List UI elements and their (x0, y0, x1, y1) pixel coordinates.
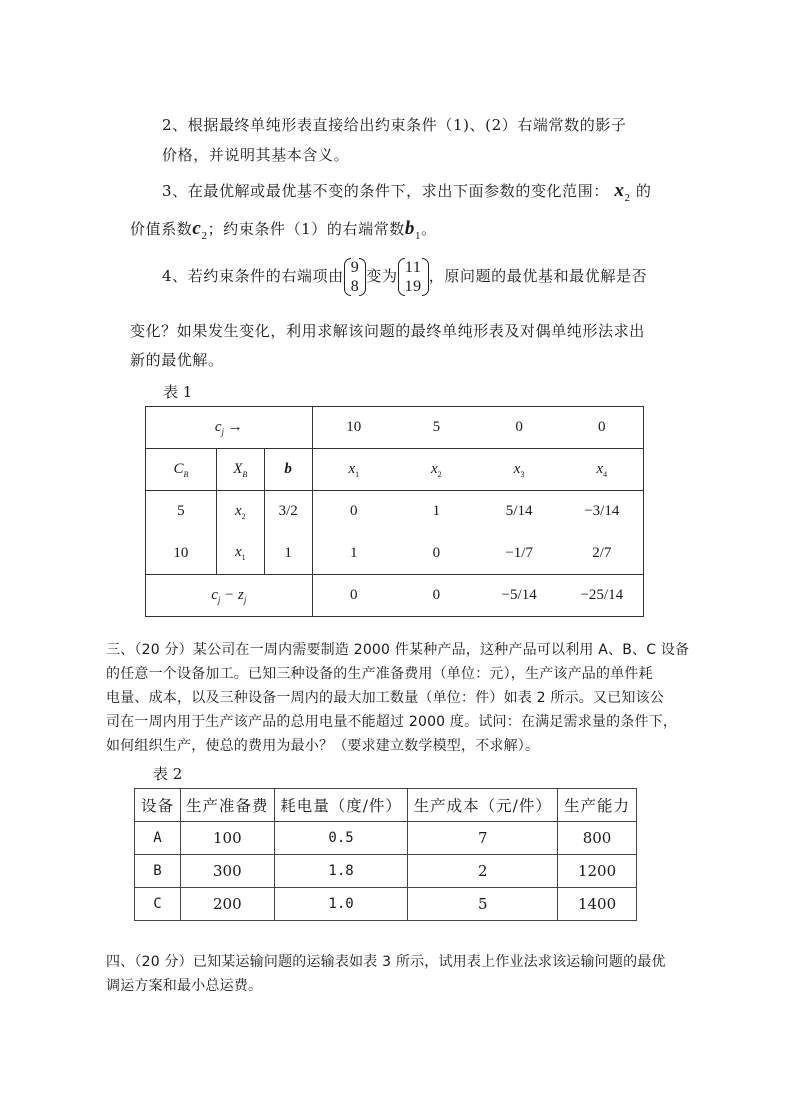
problem4-text: 四、（20 分）已知某运输问题的运输表如表 3 所示，试用表上作业法求该运输问题的最优 调运方案和最小总运费。 (106, 954, 666, 994)
q4-line3: 新的最优解。 (130, 351, 224, 369)
table-row: 5 $x_2$ 3/2 0 1 5/14 −3/14 (146, 491, 644, 533)
equipment-table (134, 788, 637, 921)
q4-line1: 4、若约束条件的右端项由 9 8变为 11 19，原问题的最优基和最优解是否 (162, 259, 648, 295)
table-row: 10 $x_1$ 1 1 0 −1/7 2/7 (146, 533, 644, 575)
table-header: 设备 生产准备费 耗电量（度/件） 生产成本（元/件） 生产能力 (135, 789, 637, 822)
table-row: B 300 1.8 2 1200 (135, 855, 637, 888)
rhs-vector-new: 11 19 (398, 258, 429, 296)
cj-row: $c_j$ → 10 5 0 0 (146, 407, 644, 449)
var-c2: $c_2$ (192, 218, 208, 242)
cj-label: $c_j$ → (146, 407, 313, 449)
table2-caption: 表 2 (153, 765, 183, 783)
var-x2: $x_2$ (614, 180, 631, 204)
simplex-table (145, 406, 644, 617)
problem3-text: 三、（20 分）某公司在一周内需要制造 2000 件某种产品，这种产品可以利用 A、B、C 设备 的任意一个设备加工。已知三种设备的生产准备费用（单位：元），生产该产品的单件耗 电量、成本，以及三种设备一周内的最大加工数量（单位：件）如表 2 所示。又已知该公 司在一周内用于生产该产品的总用电量不能超过 2000 度。试问：在满足需求量的条件下， 如何组织生产，使总的费用为最小？（要求建立数学模型，不求解）。 (106, 642, 690, 754)
table-row: C 200 1.0 5 1400 (135, 888, 637, 921)
var-b1: $b_1$ (404, 218, 422, 242)
q2-line1: 2、根据最终单纯形表直接给出约束条件（1)、(2）右端常数的影子 (162, 116, 627, 134)
reduced-cost-row: $c_j - z_j$ 0 0 −5/14 −25/14 (146, 575, 644, 617)
table-row: A 100 0.5 7 800 (135, 822, 637, 855)
q2-line2: 价格，并说明其基本含义。 (162, 146, 350, 164)
table1-caption: 表 1 (163, 383, 193, 401)
header-row: $C_B$ $X_B$ b $x_1$ $x_2$ $x_3$ $x_4$ (146, 449, 644, 491)
q3-line2: 价值系数$c_2$；约束条件（1）的右端常数$b_1$。 (130, 218, 437, 242)
rhs-vector-old: 9 8 (344, 258, 367, 296)
q4-line2: 变化？如果发生变化，利用求解该问题的最终单纯形表及对偶单纯形法求出 (130, 322, 645, 340)
q3-line1: 3、在最优解或最优基不变的条件下，求出下面参数的变化范围： $x_2$ 的 (162, 180, 652, 204)
